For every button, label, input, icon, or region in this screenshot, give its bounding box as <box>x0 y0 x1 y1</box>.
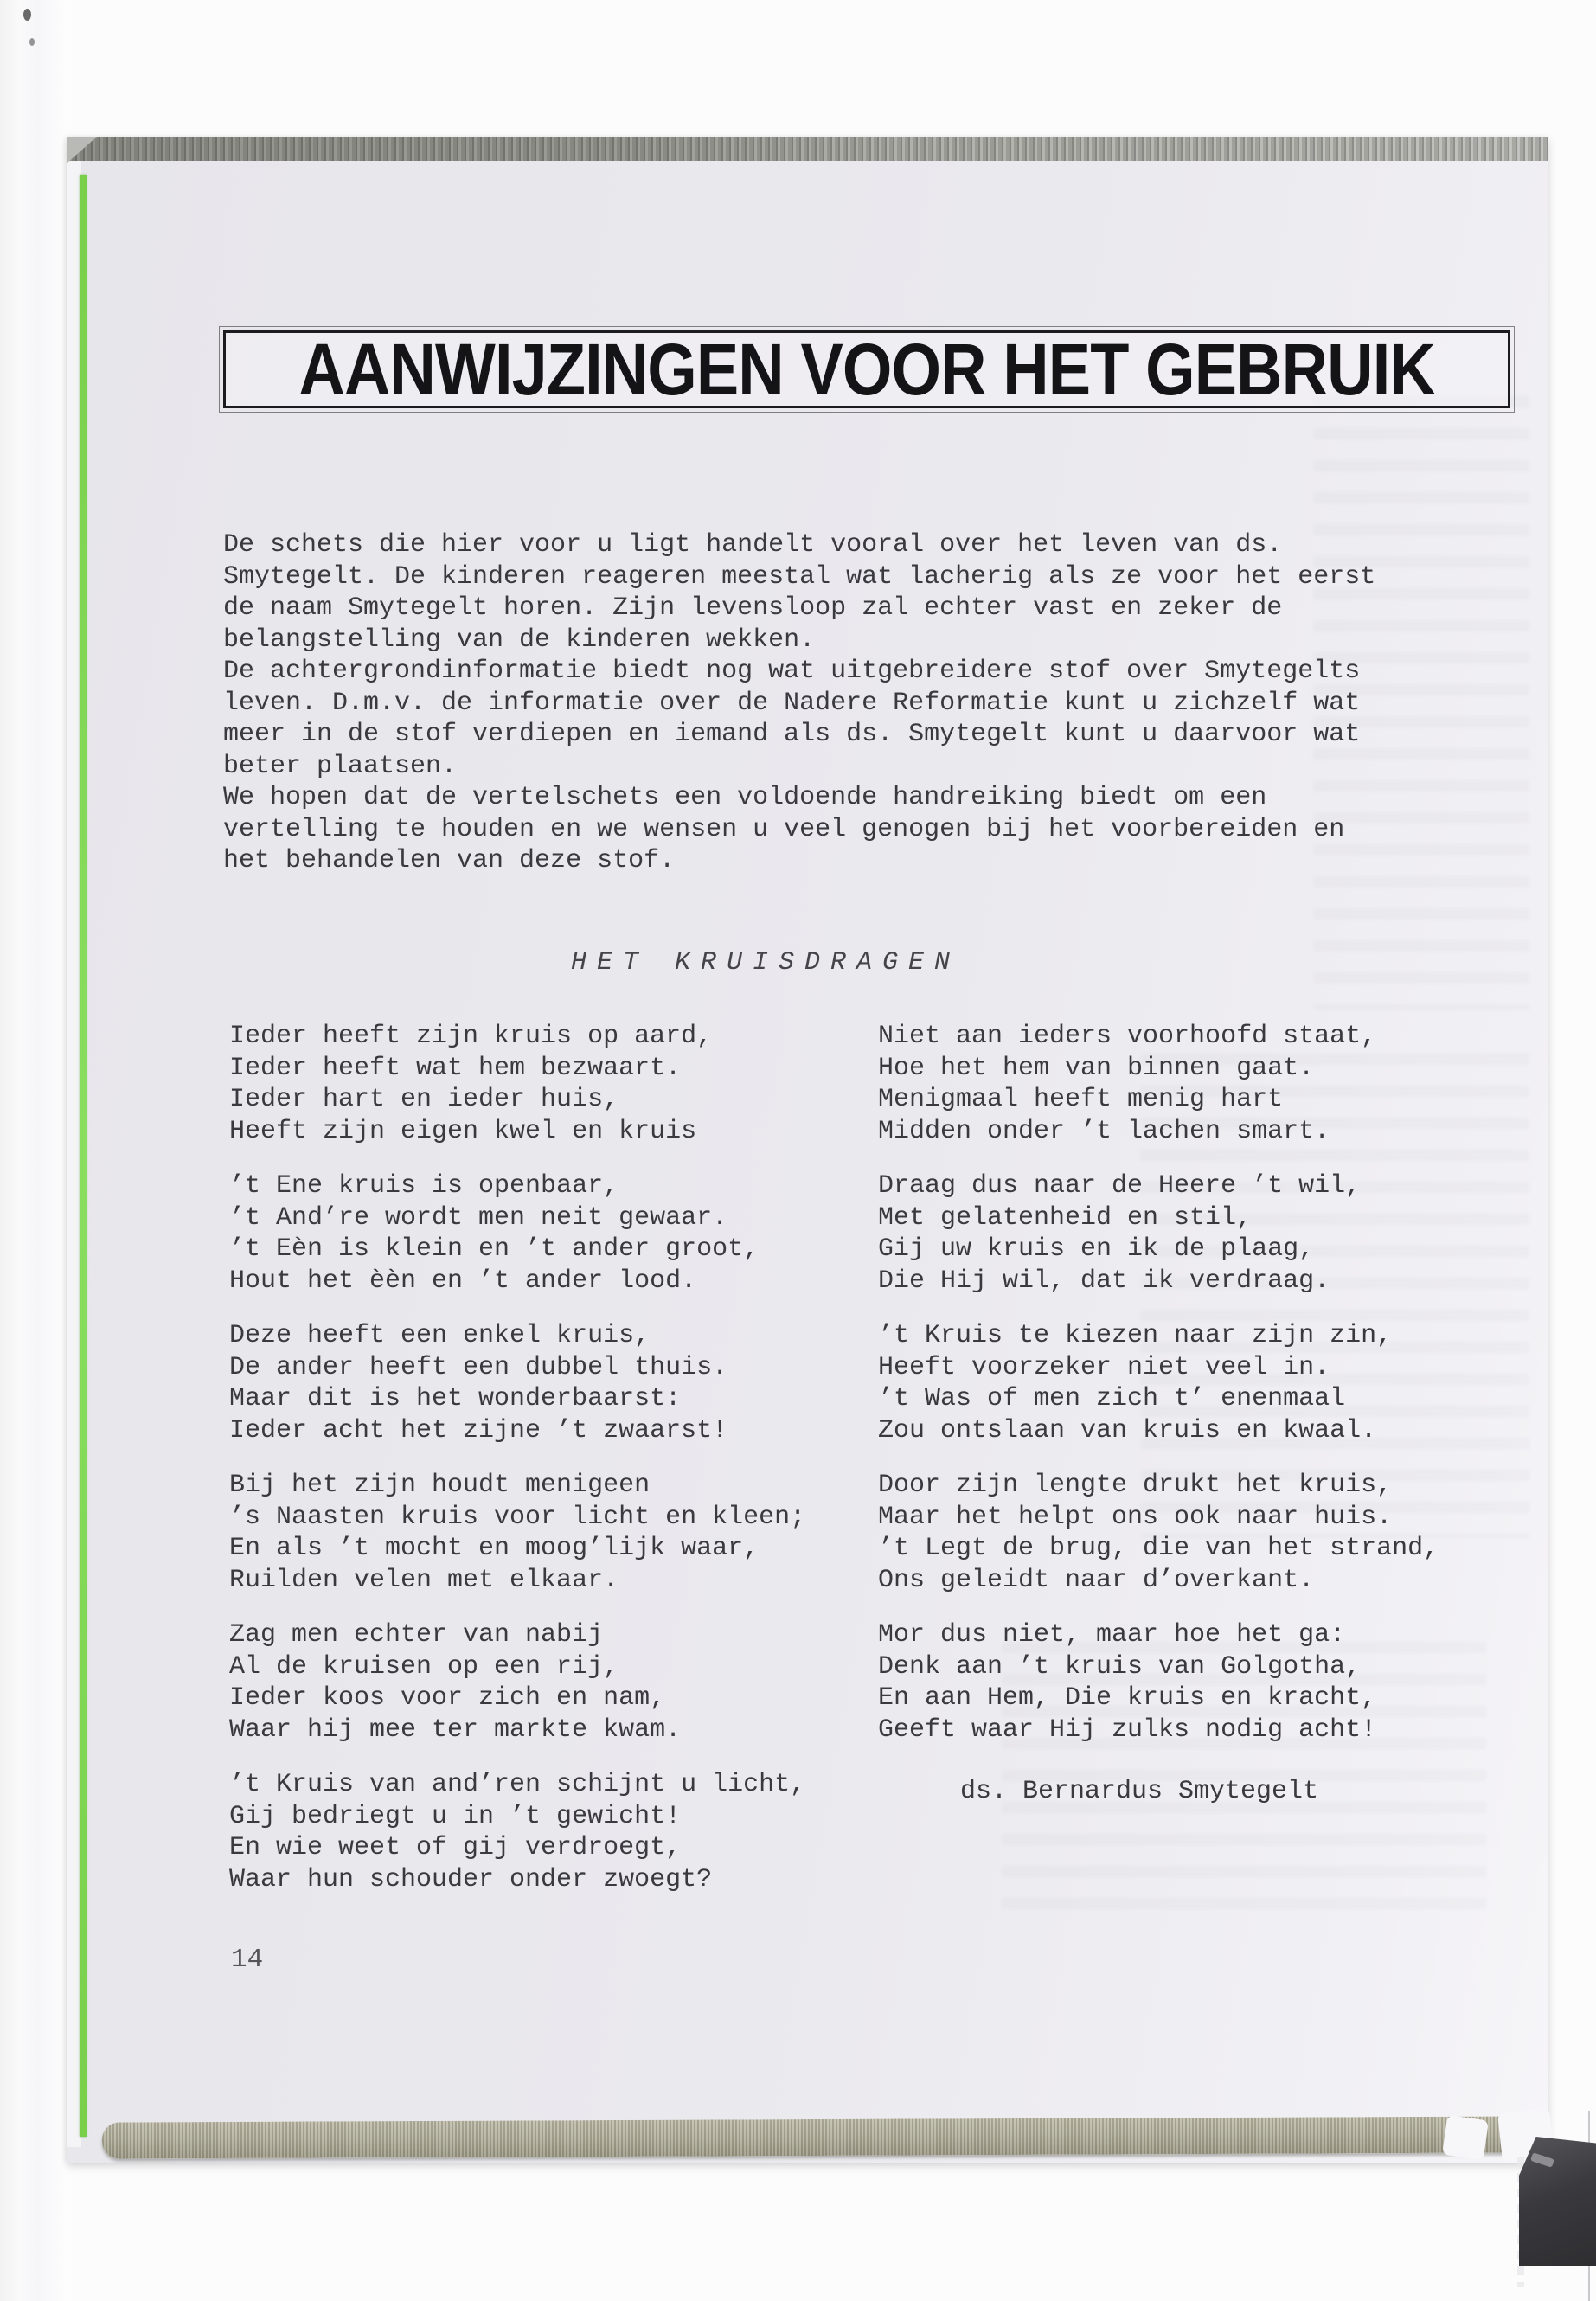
poem-line: Zou ontslaan van kruis en kwaal. <box>878 1415 1377 1445</box>
poem-line: Deze heeft een enkel kruis, <box>229 1321 651 1350</box>
poem-stanza <box>878 1619 1439 1746</box>
book-corner-object <box>1519 2137 1596 2266</box>
poem-line: Zag men echter van nabij <box>229 1620 604 1650</box>
poem-stanza <box>229 1320 805 1446</box>
title-box <box>223 330 1510 408</box>
intro-line: het behandelen van deze stof. <box>223 846 676 875</box>
poem-line: Geeft waar Hij zulks nodig acht! <box>878 1715 1377 1745</box>
page-number: 14 <box>231 1945 264 1975</box>
intro-line: de naam Smytegelt horen. Zijn levensloop zal echter vast en zeker de <box>223 593 1283 623</box>
poem-right-column <box>878 1021 1439 1769</box>
poem-left-column <box>229 1021 805 1919</box>
poem-line: Waar hij mee ter markte kwam. <box>229 1715 682 1745</box>
book-page <box>67 137 1548 2163</box>
poem-line: Al de kruisen op een rij, <box>229 1651 619 1682</box>
poem-line: En als ’t mocht en moog’lijk waar, <box>229 1534 760 1563</box>
intro-line: We hopen dat de vertelschets een voldoende handreiking biedt om een <box>223 783 1267 812</box>
poem-line: ’t Kruis te kiezen naar zijn zin, <box>878 1321 1393 1350</box>
poem-stanza <box>229 1021 805 1147</box>
poem-line: ’t Was of men zich t’ enenmaal <box>878 1384 1346 1413</box>
intro-line: beter plaatsen. <box>223 751 458 781</box>
poem-line: ’s Naasten kruis voor licht en kleen; <box>229 1502 806 1532</box>
poem-line: ’t Eèn is klein en ’t ander groot, <box>229 1234 760 1264</box>
poem-stanza <box>229 1470 805 1596</box>
scan-artifact <box>29 38 35 46</box>
poem-line: Waar hun schouder onder zwoegt? <box>229 1864 713 1894</box>
poem-line: Heeft voorzeker niet veel in. <box>878 1352 1330 1382</box>
page-top-edge <box>67 137 1548 161</box>
intro-line: De schets die hier voor u ligt handelt vooral over het leven van ds. <box>223 530 1283 560</box>
poem-line: Door zijn lengte drukt het kruis, <box>878 1471 1393 1500</box>
page-title: AANWIJZINGEN VOOR HET GEBRUIK <box>298 329 1435 410</box>
intro-line: vertelling te houden en we wensen u veel genogen bij het voorbereiden en <box>223 814 1345 844</box>
poem-line: Niet aan ieders voorhoofd staat, <box>878 1022 1377 1051</box>
poem-line: Bij het zijn houdt menigeen <box>229 1471 651 1500</box>
cloth-tear <box>1442 2115 1489 2160</box>
poem-line: Mor dus niet, maar hoe het ga: <box>878 1620 1346 1650</box>
intro-line: belangstelling van de kinderen wekken. <box>223 625 816 655</box>
poem-stanza <box>229 1769 805 1895</box>
poem-line: Midden onder ’t lachen smart. <box>878 1116 1330 1146</box>
intro-line: meer in de stof verdiepen en iemand als ds. Smytegelt kunt u daarvoor wat <box>223 720 1361 749</box>
poem-stanza <box>878 1320 1439 1446</box>
intro-line: Smytegelt. De kinderen reageren meestal wat lacherig als ze voor het eerst <box>223 561 1376 592</box>
poem-line: En wie weet of gij verdroegt, <box>229 1833 682 1862</box>
poem-line: Hoe het hem van binnen gaat. <box>878 1053 1315 1083</box>
book-cloth-bottom-edge <box>102 2116 1521 2158</box>
intro-line: leven. D.m.v. de informatie over de Nadere Reformatie kunt u zichzelf wat <box>223 688 1361 718</box>
poem-line: En aan Hem, Die kruis en kracht, <box>878 1683 1377 1713</box>
poem-line: Maar het helpt ons ook naar huis. <box>878 1502 1393 1532</box>
poem-line: Die Hij wil, dat ik verdraag. <box>878 1266 1330 1296</box>
poem-stanza <box>878 1170 1439 1297</box>
poem-line: Ruilden velen met elkaar. <box>229 1565 619 1595</box>
poem-line: Ieder acht het zijne ’t zwaarst! <box>229 1415 728 1445</box>
poem-line: ’t Ene kruis is openbaar, <box>229 1171 619 1201</box>
poem-line: Menigmaal heeft menig hart <box>878 1085 1284 1114</box>
poem-line: Maar dit is het wonderbaarst: <box>229 1384 682 1413</box>
poem-line: Ons geleidt naar d’overkant. <box>878 1565 1315 1595</box>
scan-artifact <box>23 9 31 21</box>
poem-line: Heeft zijn eigen kwel en kruis <box>229 1116 697 1146</box>
poem-line: Gij uw kruis en ik de plaag, <box>878 1234 1315 1264</box>
poem-signature: ds. Bernardus Smytegelt <box>960 1777 1319 1806</box>
poem-line: ’t Legt de brug, die van het strand, <box>878 1534 1439 1563</box>
poem-line: Ieder heeft wat hem bezwaart. <box>229 1053 682 1083</box>
poem-stanza <box>229 1619 805 1746</box>
poem-stanza <box>229 1170 805 1297</box>
poem-line: Gij bedriegt u in ’t gewicht! <box>229 1801 682 1831</box>
poem-line: De ander heeft een dubbel thuis. <box>229 1352 728 1382</box>
poem-stanza <box>878 1470 1439 1596</box>
poem-line: Ieder heeft zijn kruis op aard, <box>229 1022 713 1051</box>
poem-line: ’t And’re wordt men neit gewaar. <box>229 1202 728 1233</box>
poem-line: Denk aan ’t kruis van Golgotha, <box>878 1651 1362 1682</box>
poem-line: Hout het èèn en ’t ander lood. <box>229 1266 697 1296</box>
green-edge-strip <box>80 175 87 2137</box>
poem-line: ’t Kruis van and’ren schijnt u licht, <box>229 1770 806 1799</box>
poem-line: Ieder hart en ieder huis, <box>229 1085 619 1114</box>
poem-line: Draag dus naar de Heere ’t wil, <box>878 1171 1362 1201</box>
intro-paragraph <box>223 529 1375 877</box>
poem-title: HET KRUISDRAGEN <box>571 948 961 977</box>
poem-stanza <box>878 1021 1439 1147</box>
poem-line: Met gelatenheid en stil, <box>878 1202 1253 1233</box>
intro-line: De achtergrondinformatie biedt nog wat uitgebreidere stof over Smytegelts <box>223 657 1361 686</box>
poem-line: Ieder koos voor zich en nam, <box>229 1683 666 1713</box>
